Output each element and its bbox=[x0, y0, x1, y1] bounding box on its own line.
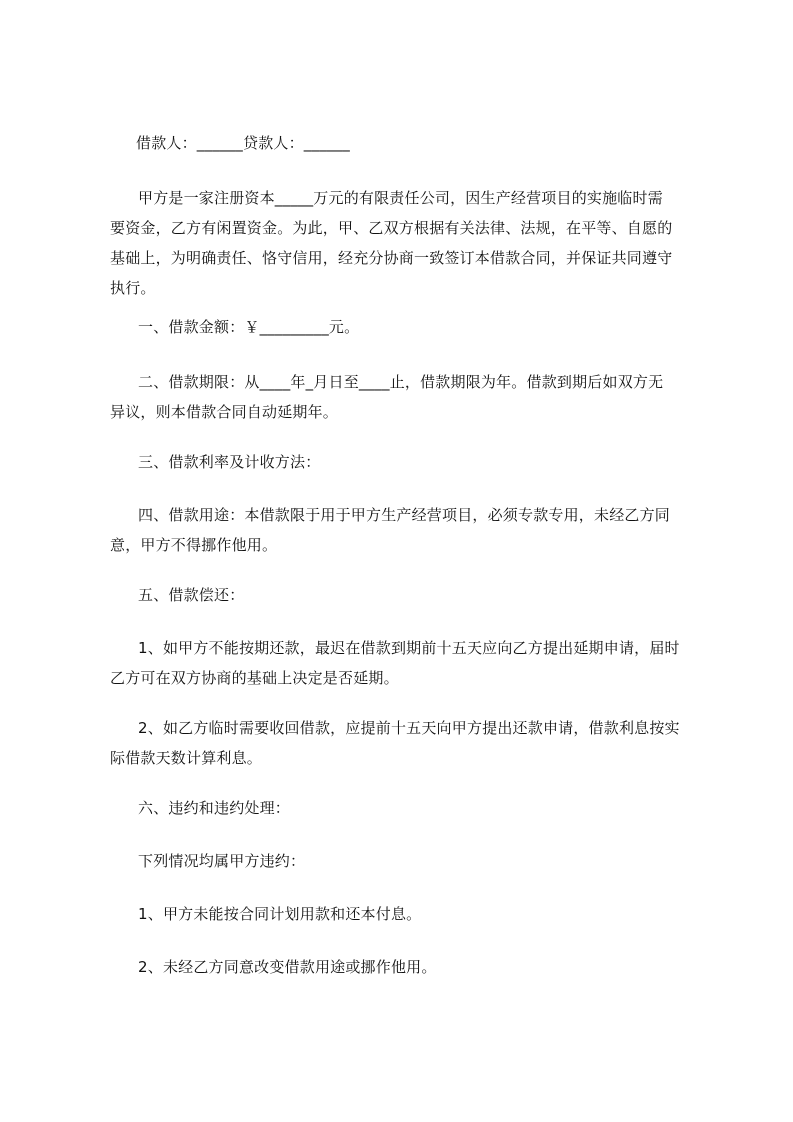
article-6-item-1 bbox=[138, 899, 421, 929]
intro-paragraph bbox=[110, 183, 672, 303]
intro-line: 基础上，为明确责任、恪守信用，经充分协商一致签订本借款合同，并保证共同遵守 bbox=[110, 249, 673, 267]
intro-line: 要资金，乙方有闲置资金。为此，甲、乙双方根据有关法律、法规，在平等、自愿的 bbox=[110, 219, 673, 237]
article-2-line: 异议，则本借款合同自动延期年。 bbox=[110, 403, 339, 421]
article-1-text: 一、借款金额：￥_________元。 bbox=[138, 318, 360, 336]
article-3-text: 三、借款利率及计收方法： bbox=[138, 453, 321, 471]
parties-text: 借款人：______贷款人：______ bbox=[136, 134, 351, 152]
article-6-intro bbox=[138, 846, 305, 876]
article-6-item-2 bbox=[138, 952, 437, 982]
article-4 bbox=[110, 500, 670, 560]
article-5-item-2-line: 际借款天数计算利息。 bbox=[110, 749, 263, 767]
article-6-item-2-text: 2、未经乙方同意改变借款用途或挪作他用。 bbox=[138, 958, 437, 976]
article-3 bbox=[138, 447, 320, 477]
article-5-item-1-line: 乙方可在双方协商的基础上决定是否延期。 bbox=[110, 669, 399, 687]
article-2-line: 二、借款期限：从____年_月日至____止，借款期限为年。借款到期后如双方无 bbox=[138, 373, 664, 391]
article-6-text: 六、违约和违约处理： bbox=[138, 799, 291, 817]
article-5-item-2-line: 2、如乙方临时需要收回借款，应提前十五天向甲方提出还款申请，借款利息按实 bbox=[138, 719, 680, 737]
article-2 bbox=[110, 367, 663, 427]
article-4-line: 意，甲方不得挪作他用。 bbox=[110, 536, 278, 554]
article-1 bbox=[138, 312, 359, 342]
article-5 bbox=[138, 580, 244, 610]
article-5-item-1-line: 1、如甲方不能按期还款，最迟在借款到期前十五天应向乙方提出延期申请，届时 bbox=[138, 639, 680, 657]
article-6 bbox=[138, 793, 290, 823]
article-4-line: 四、借款用途：本借款限于用于甲方生产经营项目，必须专款专用，未经乙方同 bbox=[138, 506, 671, 524]
article-6-item-1-text: 1、甲方未能按合同计划用款和还本付息。 bbox=[138, 905, 422, 923]
article-5-item-2 bbox=[110, 713, 680, 773]
article-6-intro-text: 下列情况均属甲方违约： bbox=[138, 852, 306, 870]
intro-line: 甲方是一家注册资本_____万元的有限责任公司，因生产经营项目的实施临时需 bbox=[138, 189, 663, 207]
article-5-item-1 bbox=[110, 633, 680, 693]
intro-line: 执行。 bbox=[110, 279, 156, 297]
article-5-text: 五、借款偿还： bbox=[138, 586, 245, 604]
parties-line bbox=[136, 128, 350, 158]
